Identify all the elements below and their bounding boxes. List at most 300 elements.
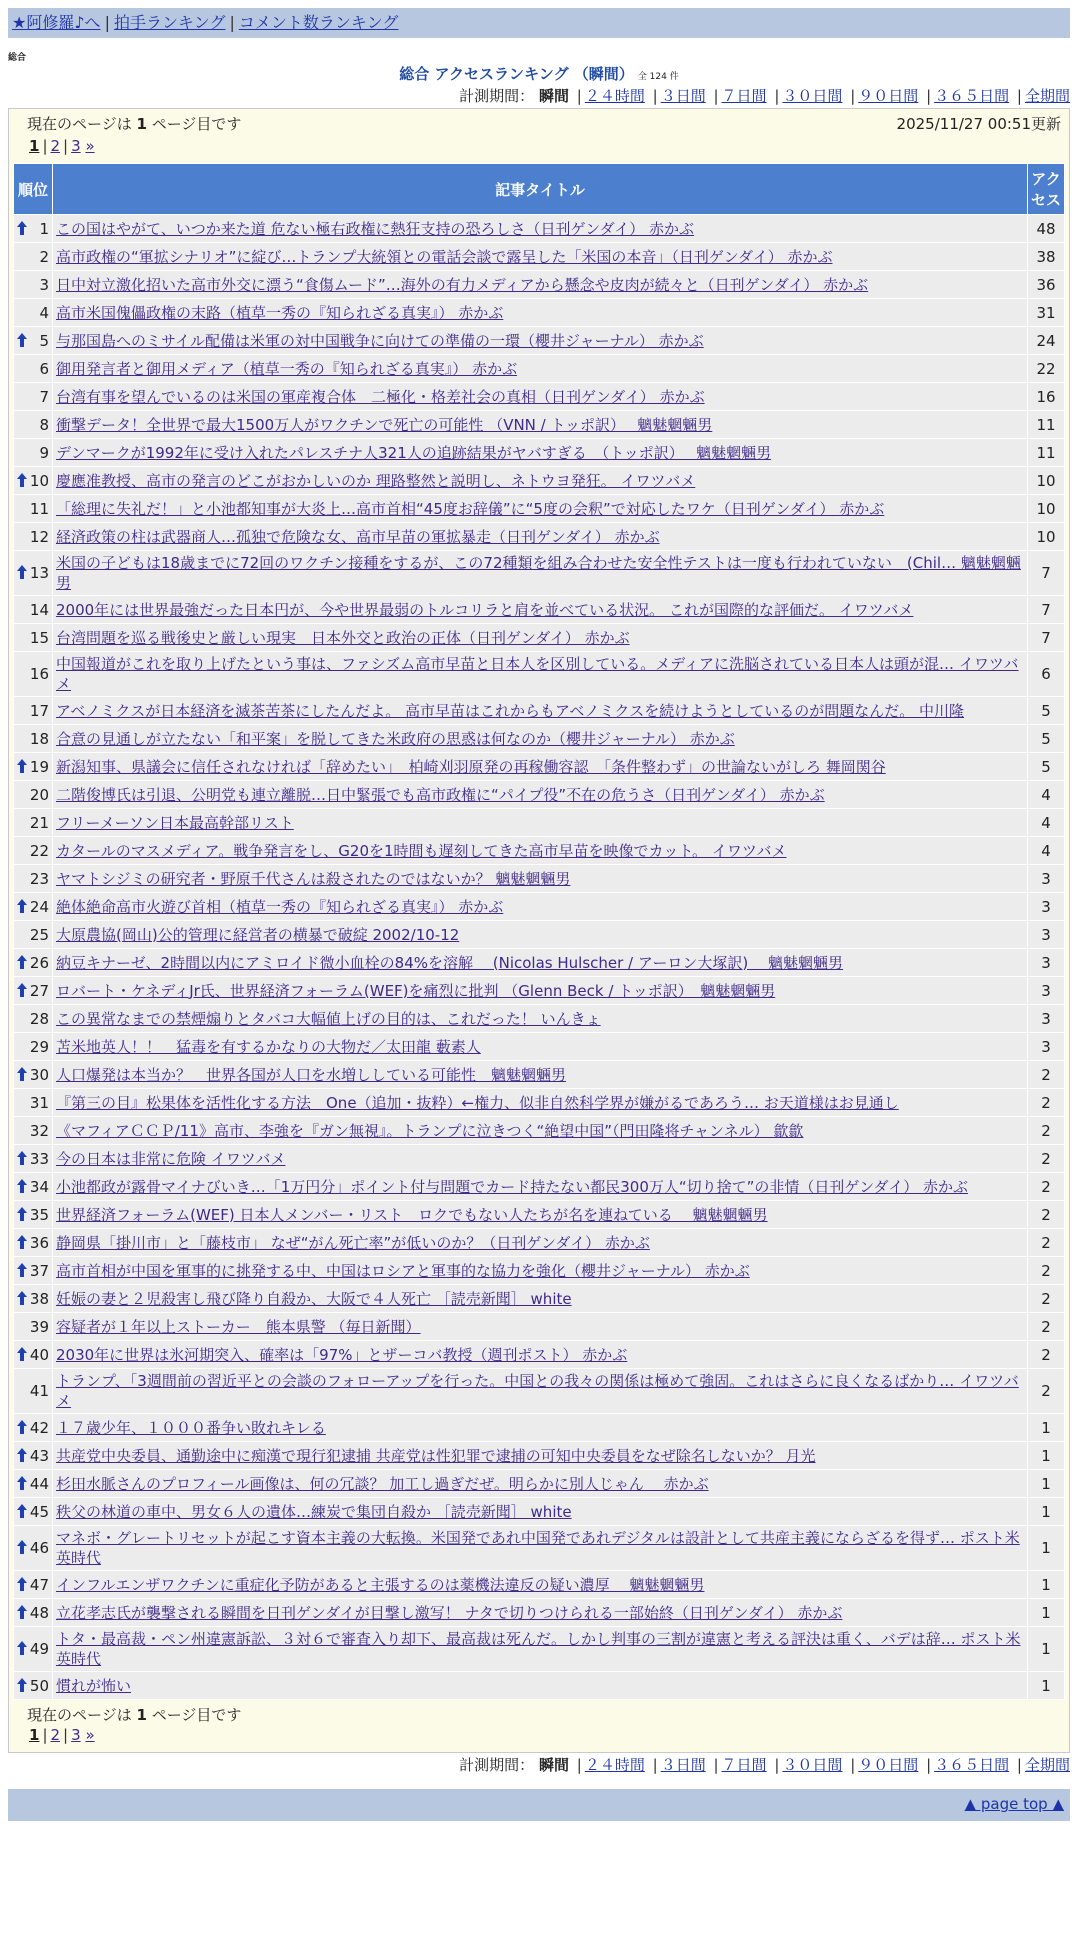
rank-cell: [14, 781, 52, 808]
access-count: 2: [1028, 1061, 1064, 1088]
table-row: [14, 837, 1064, 864]
rank-number: 33: [29, 1149, 49, 1168]
title-cell: [53, 921, 1027, 948]
table-row: [14, 1229, 1064, 1256]
rank-cell: [14, 355, 52, 382]
up-arrow-icon: [16, 982, 28, 998]
title-cell: [53, 809, 1027, 836]
up-arrow-icon: [16, 1677, 28, 1693]
rank-number: 8: [39, 415, 49, 434]
period-link-all[interactable]: 全期間: [1024, 87, 1070, 105]
updated-timestamp: 2025/11/27 00:51更新: [896, 115, 1061, 133]
rank-number: 49: [29, 1640, 49, 1658]
rank-cell: [14, 837, 52, 864]
up-arrow-icon: [16, 1150, 28, 1166]
period-separator: |: [774, 87, 780, 105]
nav-separator: |: [229, 13, 235, 32]
title-cell: [53, 1117, 1027, 1144]
rank-cell: [14, 1201, 52, 1228]
title-cell: [53, 624, 1027, 651]
access-count: 7: [1028, 551, 1064, 595]
page-prefix: 現在のページは: [27, 115, 137, 133]
article-link[interactable]: 高市米国傀儡政権の末路（植草一秀の『知られざる真実』） 赤かぶ: [56, 303, 504, 322]
column-header-access: アクセス: [1028, 164, 1064, 214]
access-count: 1: [1028, 1414, 1064, 1441]
access-count: 4: [1028, 781, 1064, 808]
rank-cell: [14, 893, 52, 920]
table-row: [14, 1414, 1064, 1441]
article-link[interactable]: 納豆キナーゼ、2時間以内にアミロイド微小血栓の84%を溶解 (Nicolas Hulscher / アーロン大塚訳) 魑魅魍魎男: [56, 953, 844, 972]
rank-number: 32: [29, 1121, 49, 1140]
rank-number: 12: [29, 527, 49, 546]
title-cell: [53, 1526, 1027, 1570]
title-cell: [53, 551, 1027, 595]
table-row: [14, 893, 1064, 920]
period-link-24h[interactable]: ２４時間: [584, 87, 645, 105]
rank-cell: [14, 327, 52, 354]
pager-link-2[interactable]: 2: [50, 1726, 61, 1744]
rank-number: 48: [29, 1603, 49, 1622]
table-row: [14, 809, 1064, 836]
article-link[interactable]: 「総理に失礼だ！」と小池都知事が大炎上…高市首相“45度お辞儀”に“5度の会釈”で対応したワケ（日刊ゲンダイ） 赤かぶ: [56, 499, 885, 518]
article-link[interactable]: アベノミクスが日本経済を滅茶苦茶にしたんだよ。 高市早苗はこれからもアベノミクスを続けようとしているのが問題なんだ。 中川隆: [56, 701, 965, 720]
table-row: [14, 1599, 1064, 1626]
period-link-365d[interactable]: ３６５日間: [934, 1756, 1010, 1774]
access-count: 38: [1028, 243, 1064, 270]
category-label: 総合: [8, 53, 27, 63]
rank-number: 45: [29, 1502, 49, 1521]
table-row: [14, 697, 1064, 724]
article-link[interactable]: 苫米地英人！！ 猛毒を有するかなりの大物だ／太田龍 藪素人: [56, 1037, 481, 1056]
table-row: [14, 865, 1064, 892]
period-link-3d[interactable]: ３日間: [660, 87, 706, 105]
access-count: 3: [1028, 893, 1064, 920]
article-link[interactable]: マネボ・グレートリセットが起こす資本主義の大転換。米国発であれ中国発であれデジタルは設計として共産主義にならざるを得ず… ポスト米英時代: [56, 1529, 1020, 1567]
title-cell: [53, 1033, 1027, 1060]
article-link[interactable]: 慶應准教授、高市の発言のどこがおかしいのか 理路整然と説明し、ネトウヨ発狂。 イワツバメ: [56, 471, 696, 490]
table-row: [14, 215, 1064, 242]
article-link[interactable]: デンマークが1992年に受け入れたパレスチナ人321人の追跡結果がヤバすぎる （トッポ訳） 魑魅魍魎男: [56, 443, 772, 462]
up-arrow-icon: [16, 954, 28, 970]
article-link[interactable]: 2000年には世界最強だった日本円が、今や世界最弱のトルコリラと肩を並べている状況。 これが国際的な評価だ。 イワツバメ: [56, 600, 914, 619]
article-link[interactable]: トタ・最高裁・ペン州違憲訴訟、３対６で審査入り却下、最高裁は死んだ。しかし判事の三割が違憲と考える評決は重く、バデは辞… ポスト米英時代: [56, 1630, 1021, 1668]
page-suffix: ページ目です: [146, 1706, 242, 1724]
article-link[interactable]: 容疑者が１年以上ストーカー 熊本県警 （毎日新聞）: [56, 1317, 421, 1336]
period-separator: |: [774, 1756, 780, 1774]
article-link[interactable]: 高市政権の“軍拡シナリオ”に綻び…トランプ大統領との電話会談で露呈した「米国の本音」（日刊ゲンダイ） 赤かぶ: [56, 247, 833, 266]
access-count: 11: [1028, 411, 1064, 438]
rank-cell: [14, 1414, 52, 1441]
article-link[interactable]: １７歳少年、１０００番争い敗れキレる: [56, 1418, 326, 1437]
up-arrow-icon: [16, 1206, 28, 1222]
rank-cell: [14, 1369, 52, 1413]
table-row: [14, 1498, 1064, 1525]
rank-number: 1: [39, 219, 49, 238]
rank-number: 34: [29, 1177, 49, 1196]
title-cell: [53, 652, 1027, 696]
table-row: [14, 1313, 1064, 1340]
title-cell: [53, 781, 1027, 808]
access-count: 3: [1028, 977, 1064, 1004]
rank-number: 28: [29, 1009, 49, 1028]
rank-cell: [14, 551, 52, 595]
rank-cell: [14, 1117, 52, 1144]
title-cell: [53, 271, 1027, 298]
rank-number: 46: [29, 1539, 49, 1557]
title-cell: [53, 725, 1027, 752]
table-row: [14, 1257, 1064, 1284]
period-separator: |: [713, 1756, 719, 1774]
rank-cell: [14, 1599, 52, 1626]
rank-cell: [14, 383, 52, 410]
title-cell: [53, 1313, 1027, 1340]
rank-cell: [14, 921, 52, 948]
pager-link-2[interactable]: 2: [50, 137, 61, 155]
period-link-90d[interactable]: ９０日間: [858, 1756, 919, 1774]
rank-number: 10: [29, 471, 49, 490]
rank-cell: [14, 596, 52, 623]
access-count: 1: [1028, 1442, 1064, 1469]
article-link[interactable]: 中国報道がこれを取り上げたという事は、ファシズム高市早苗と日本人を区別している。メディアに洗脳されている日本人は頭が混… イワツバメ: [56, 655, 1019, 693]
up-arrow-icon: [16, 1447, 28, 1463]
title-cell: [53, 495, 1027, 522]
title-cell: [53, 1672, 1027, 1699]
article-link[interactable]: 衝撃データ！全世界で最大1500万人がワクチンで死亡の可能性 （VNN / トッポ訳） 魑魅魍魎男: [56, 415, 713, 434]
table-row: [14, 624, 1064, 651]
table-row: [14, 1089, 1064, 1116]
ranking-table: [13, 163, 1065, 1700]
rank-number: 36: [29, 1233, 49, 1252]
page-prefix: 現在のページは: [27, 1706, 137, 1724]
article-link[interactable]: 新潟知事、県議会に信任されなければ「辞めたい」 柏崎刈羽原発の再稼働容認 「条件整わず」の世論ないがしろ 舞岡関谷: [56, 757, 886, 776]
article-link[interactable]: 絶体絶命高市火遊び首相（植草一秀の『知られざる真実』） 赤かぶ: [56, 897, 504, 916]
access-count: 2: [1028, 1145, 1064, 1172]
article-link[interactable]: 合意の見通しが立たない「和平案」を脱してきた米政府の思惑は何なのか（櫻井ジャーナル） 赤かぶ: [56, 729, 735, 748]
article-link[interactable]: 米国の子どもは18歳までに72回のワクチン接種をするが、この72種類を組み合わせた安全性テストは一度も行われていない (Chil… 魑魅魍魎男: [56, 554, 1021, 592]
access-count: 22: [1028, 355, 1064, 382]
up-arrow-icon: [16, 1262, 28, 1278]
title-cell: [53, 596, 1027, 623]
article-link[interactable]: 杉田水脈さんのプロフィール画像は、何の冗談？ 加工し過ぎだぜ。明らかに別人じゃん 赤かぶ: [56, 1474, 709, 1493]
period-link-365d[interactable]: ３６５日間: [934, 87, 1010, 105]
period-separator: |: [926, 1756, 932, 1774]
table-row: [14, 355, 1064, 382]
up-arrow-icon: [16, 1419, 28, 1435]
rank-number: 26: [29, 953, 49, 972]
access-count: 3: [1028, 1005, 1064, 1032]
pager-link-3[interactable]: 3: [71, 137, 81, 155]
article-link[interactable]: 慣れが怖い: [56, 1676, 132, 1695]
rank-number: 24: [29, 897, 49, 916]
applause-ranking-link[interactable]: 拍手ランキング: [113, 13, 226, 32]
title-cell: [53, 1571, 1027, 1598]
rank-cell: [14, 1470, 52, 1497]
rank-cell: [14, 624, 52, 651]
rank-cell: [14, 1571, 52, 1598]
access-count: 7: [1028, 624, 1064, 651]
article-link[interactable]: 世界経済フォーラム(WEF) 日本人メンバー・リスト ロクでもない人たちが名を連ねている 魑魅魍魎男: [56, 1205, 768, 1224]
title-cell: [53, 467, 1027, 494]
period-link-30d[interactable]: ３０日間: [782, 87, 843, 105]
page-suffix: ページ目です: [146, 115, 242, 133]
title-cell: [53, 697, 1027, 724]
pager-separator: |: [63, 1726, 69, 1744]
nav-separator: |: [104, 13, 110, 32]
rank-cell: [14, 1526, 52, 1570]
title-cell: [53, 1005, 1027, 1032]
access-count: 2: [1028, 1369, 1064, 1413]
table-row: [14, 1173, 1064, 1200]
up-arrow-icon: [16, 332, 28, 348]
period-link-7d[interactable]: ７日間: [721, 1756, 767, 1774]
access-count: 1: [1028, 1498, 1064, 1525]
table-header-row: [14, 164, 1064, 214]
article-link[interactable]: 秩父の林道の車中、男女６人の遺体…練炭で集団自殺か ［読売新聞］ white: [56, 1502, 572, 1521]
table-row: [14, 1145, 1064, 1172]
period-separator: |: [576, 1756, 582, 1774]
rank-number: 4: [39, 303, 49, 322]
access-count: 5: [1028, 725, 1064, 752]
period-separator: |: [1016, 1756, 1022, 1774]
article-link[interactable]: 台湾有事を望んでいるのは米国の軍産複合体 二極化・格差社会の真相（日刊ゲンダイ） 赤かぶ: [56, 387, 705, 406]
title-cell: [53, 1229, 1027, 1256]
period-separator: |: [926, 87, 932, 105]
pager-separator: |: [42, 137, 48, 155]
title-cell: [53, 1285, 1027, 1312]
access-count: 3: [1028, 921, 1064, 948]
article-link[interactable]: 静岡県「掛川市」と「藤枝市」 なぜ“がん死亡率”が低いのか？（日刊ゲンダイ） 赤かぶ: [56, 1233, 650, 1252]
access-count: 2: [1028, 1285, 1064, 1312]
table-row: [14, 1061, 1064, 1088]
article-link[interactable]: 経済政策の柱は武器商人…孤独で危険な女、高市早苗の軍拡暴走（日刊ゲンダイ） 赤かぶ: [56, 527, 660, 546]
article-link[interactable]: カタールのマスメディア。戦争発言をし、G20を1時間も遅刻してきた高市早苗を映像でカット。 イワツバメ: [56, 841, 787, 860]
up-arrow-icon: [16, 472, 28, 488]
top-navigation: [8, 8, 1070, 38]
article-link[interactable]: 高市首相が中国を軍事的に挑発する中、中国はロシアと軍事的な協力を強化（櫻井ジャーナル） 赤かぶ: [56, 1261, 750, 1280]
article-link[interactable]: 共産党中央委員、通勤途中に痴漢で現行犯逮捕 共産党は性犯罪で逮捕の可知中央委員をなぜ除名しないか？ 月光: [56, 1446, 816, 1465]
period-separator: |: [713, 87, 719, 105]
period-link-90d[interactable]: ９０日間: [858, 87, 919, 105]
access-count: 2: [1028, 1089, 1064, 1116]
table-row: [14, 781, 1064, 808]
up-arrow-icon: [16, 758, 28, 774]
table-row: [14, 1470, 1064, 1497]
title-cell: [53, 523, 1027, 550]
rank-cell: [14, 215, 52, 242]
article-link[interactable]: 小池都政が露骨マイナびいき…「1万円分」ポイント付与問題でカード持たない都民300万人“切り捨て”の非情（日刊ゲンダイ） 赤かぶ: [56, 1177, 968, 1196]
up-arrow-icon: [16, 1066, 28, 1082]
period-link-all[interactable]: 全期間: [1024, 1756, 1070, 1774]
table-row: [14, 1571, 1064, 1598]
article-link[interactable]: 日中対立激化招いた高市外交に漂う“食傷ムード”…海外の有力メディアから懸念や皮肉が続々と（日刊ゲンダイ） 赤かぶ: [56, 275, 869, 294]
ranking-panel: [8, 108, 1070, 1753]
up-arrow-icon: [16, 1503, 28, 1519]
article-link[interactable]: この異常なまでの禁煙煽りとタバコ大幅値上げの目的は、これだった！ いんきょ: [56, 1009, 601, 1028]
pager-next[interactable]: »: [85, 137, 95, 155]
rank-cell: [14, 1442, 52, 1469]
access-count: 11: [1028, 439, 1064, 466]
up-arrow-icon: [16, 898, 28, 914]
title-cell: [53, 893, 1027, 920]
period-current: 瞬間: [538, 87, 569, 105]
table-row: [14, 1369, 1064, 1413]
up-arrow-icon: [16, 1604, 28, 1620]
article-link[interactable]: 『第三の目』松果体を活性化する方法 One（追加・抜粋）←権力、似非自然科学界が嫌がるであろう… お天道様はお見通し: [56, 1093, 899, 1112]
rank-number: 15: [29, 628, 49, 647]
article-link[interactable]: 大原農協(岡山)公的管理に経営者の横暴で破綻 2002/10-12: [56, 925, 460, 944]
rank-number: 25: [29, 925, 49, 944]
table-row: [14, 725, 1064, 752]
rank-number: 17: [29, 701, 49, 720]
footer-bar: [8, 1789, 1070, 1821]
article-link[interactable]: 台湾問題を巡る戦後史と厳しい現実 日本外交と政治の正体（日刊ゲンダイ） 赤かぶ: [56, 628, 630, 647]
access-count: 2: [1028, 1229, 1064, 1256]
rank-number: 31: [29, 1093, 49, 1112]
article-link[interactable]: 御用発言者と御用メディア（植草一秀の『知られざる真実』） 赤かぶ: [56, 359, 518, 378]
article-link[interactable]: 妊娠の妻と２児殺害し飛び降り自殺か、大阪で４人死亡 ［読売新聞］ white: [56, 1289, 572, 1308]
page-number: 1: [136, 1706, 147, 1724]
title-cell: [53, 1173, 1027, 1200]
title-cell: [53, 1145, 1027, 1172]
period-label: 計測期間：: [459, 1756, 535, 1774]
pager-current: 1: [29, 1726, 40, 1744]
title-cell: [53, 837, 1027, 864]
title-cell: [53, 1341, 1027, 1368]
rank-cell: [14, 523, 52, 550]
title-cell: [53, 1414, 1027, 1441]
article-link[interactable]: 今の日本は非常に危険 イワツバメ: [56, 1149, 286, 1168]
table-row: [14, 299, 1064, 326]
access-count: 2: [1028, 1201, 1064, 1228]
rank-number: 9: [39, 443, 49, 462]
pager-separator: |: [42, 1726, 48, 1744]
access-count: 3: [1028, 865, 1064, 892]
access-count: 1: [1028, 1526, 1064, 1570]
page-heading: [8, 64, 1070, 84]
period-label: 計測期間：: [459, 87, 535, 105]
comment-ranking-link[interactable]: コメント数ランキング: [238, 13, 399, 32]
article-link[interactable]: 《マフィアＣＣＰ/11》高市、李強を『ガン無視』。トランプに泣きつく“絶望中国”（門田隆将チャンネル） 歙歙: [56, 1121, 804, 1140]
access-count: 1: [1028, 1672, 1064, 1699]
rank-cell: [14, 1313, 52, 1340]
page-status-top: [13, 113, 1065, 135]
total-count: 全 124 件: [637, 72, 679, 82]
title-cell: [53, 355, 1027, 382]
title-cell: [53, 949, 1027, 976]
article-link[interactable]: フリーメーソン日本最高幹部リスト: [56, 813, 294, 832]
title-cell: [53, 1201, 1027, 1228]
table-row: [14, 383, 1064, 410]
rank-cell: [14, 1145, 52, 1172]
title-cell: [53, 439, 1027, 466]
rank-cell: [14, 753, 52, 780]
up-arrow-icon: [16, 564, 28, 580]
article-link[interactable]: 2030年に世界は氷河期突入、確率は「97%」とザーコバ教授（週刊ポスト） 赤かぶ: [56, 1345, 628, 1364]
article-link[interactable]: 人口爆発は本当か？ 世界各国が人口を水増ししている可能性 魑魅魍魎男: [56, 1065, 567, 1084]
title-cell: [53, 243, 1027, 270]
table-row: [14, 1033, 1064, 1060]
up-arrow-icon: [16, 1640, 28, 1656]
table-row: [14, 1285, 1064, 1312]
access-count: 2: [1028, 1257, 1064, 1284]
rank-number: 11: [29, 499, 49, 518]
rank-number: 35: [29, 1205, 49, 1224]
rank-cell: [14, 271, 52, 298]
access-count: 36: [1028, 271, 1064, 298]
rank-cell: [14, 1498, 52, 1525]
table-row: [14, 1442, 1064, 1469]
access-count: 3: [1028, 1033, 1064, 1060]
rank-number: 47: [29, 1575, 49, 1594]
access-count: 5: [1028, 753, 1064, 780]
pager-link-3[interactable]: 3: [71, 1726, 81, 1744]
table-body: [14, 215, 1064, 1699]
access-count: 1: [1028, 1627, 1064, 1671]
rank-cell: [14, 1672, 52, 1699]
rank-number: 21: [29, 813, 49, 832]
table-row: [14, 949, 1064, 976]
article-link[interactable]: 二階俊博氏は引退、公明党も連立離脱…日中緊張でも高市政権に“パイプ役”不在の危うさ（日刊ゲンダイ） 赤かぶ: [56, 785, 825, 804]
rank-number: 29: [29, 1037, 49, 1056]
up-arrow-icon: [16, 1178, 28, 1194]
rank-cell: [14, 467, 52, 494]
column-header-rank: 順位: [14, 164, 52, 214]
access-count: 1: [1028, 1599, 1064, 1626]
period-selector-bottom: [8, 1753, 1070, 1777]
access-count: 16: [1028, 383, 1064, 410]
access-count: 4: [1028, 837, 1064, 864]
rank-cell: [14, 1033, 52, 1060]
article-link[interactable]: ヤマトシジミの研究者・野原千代さんは殺されたのではないか？ 魑魅魍魎男: [56, 869, 571, 888]
rank-number: 23: [29, 869, 49, 888]
rank-number: 40: [29, 1345, 49, 1364]
article-link[interactable]: ロバート・ケネディJr氏、世界経済フォーラム(WEF)を痛烈に批判 （Glenn Beck / トッポ訳） 魑魅魍魎男: [56, 981, 776, 1000]
title-cell: [53, 1257, 1027, 1284]
home-link[interactable]: ★阿修羅♪へ: [12, 13, 101, 32]
rank-number: 38: [29, 1289, 49, 1308]
access-count: 48: [1028, 215, 1064, 242]
rank-cell: [14, 977, 52, 1004]
period-link-30d[interactable]: ３０日間: [782, 1756, 843, 1774]
access-count: 10: [1028, 495, 1064, 522]
period-link-3d[interactable]: ３日間: [660, 1756, 706, 1774]
rank-cell: [14, 243, 52, 270]
title-cell: [53, 299, 1027, 326]
rank-number: 50: [29, 1676, 49, 1695]
period-link-24h[interactable]: ２４時間: [584, 1756, 645, 1774]
table-row: [14, 467, 1064, 494]
article-link[interactable]: 与那国島へのミサイル配備は米軍の対中国戦争に向けての準備の一環（櫻井ジャーナル） 赤かぶ: [56, 331, 704, 350]
pager-next[interactable]: »: [85, 1726, 95, 1744]
article-link[interactable]: トランプ、「3週間前の習近平との会談のフォローアップを行った。中国との我々の関係は極めて強固。これはさらに良くなるばかり… イワツバメ: [56, 1372, 1019, 1410]
rank-number: 20: [29, 785, 49, 804]
access-count: 1: [1028, 1571, 1064, 1598]
period-separator: |: [1016, 87, 1022, 105]
page-top-link[interactable]: ▲ page top ▲: [964, 1795, 1064, 1813]
article-link[interactable]: この国はやがて、いつか来た道 危ない極右政権に熱狂支持の恐ろしさ（日刊ゲンダイ） 赤かぶ: [56, 219, 695, 238]
rank-number: 19: [29, 757, 49, 776]
title-cell: [53, 865, 1027, 892]
article-link[interactable]: 立花孝志氏が襲撃される瞬間を日刊ゲンダイが目撃し激写！ ナタで切りつけられる一部始終（日刊ゲンダイ） 赤かぶ: [56, 1603, 843, 1622]
period-separator: |: [576, 87, 582, 105]
access-count: 3: [1028, 949, 1064, 976]
article-link[interactable]: インフルエンザワクチンに重症化予防があると主張するのは薬機法違反の疑い濃厚 魑魅魍魎男: [56, 1575, 705, 1594]
table-row: [14, 596, 1064, 623]
period-link-7d[interactable]: ７日間: [721, 87, 767, 105]
title-cell: [53, 1369, 1027, 1413]
title-cell: [53, 215, 1027, 242]
rank-cell: [14, 1257, 52, 1284]
